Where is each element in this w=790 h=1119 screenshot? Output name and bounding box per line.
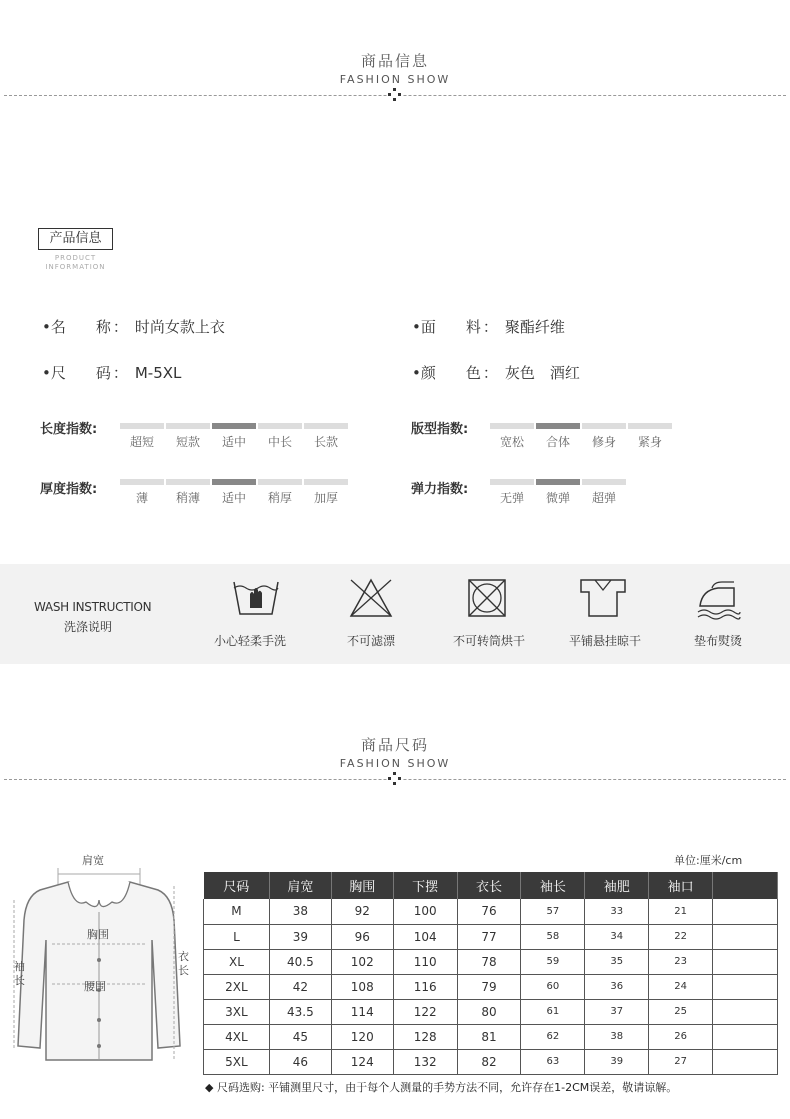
size-cell: 77 <box>457 924 521 949</box>
wash-label-hand-wash: 小心轻柔手洗 <box>213 634 286 648</box>
size-cell <box>713 1049 778 1074</box>
table-row <box>204 974 778 999</box>
scale-segment <box>120 479 164 485</box>
size-cell: 27 <box>649 1049 713 1074</box>
scale-segment <box>628 423 672 429</box>
scale-option-label: 短款 <box>175 435 200 449</box>
table-row <box>204 1024 778 1049</box>
attr-name: •名 称 ： 时尚女款上衣 <box>42 318 225 336</box>
size-cell: 36 <box>585 974 649 999</box>
section-title-en: FASHION SHOW <box>339 73 451 86</box>
size-cell <box>713 999 778 1024</box>
scale-option-label: 微弹 <box>545 491 570 505</box>
size-cell: 35 <box>585 949 649 974</box>
table-row <box>204 899 778 924</box>
size-cell: 60 <box>521 974 585 999</box>
size-cell: 102 <box>331 949 393 974</box>
size-cell: 23 <box>649 949 713 974</box>
size-cell: 82 <box>457 1049 521 1074</box>
scale-segment <box>212 479 256 485</box>
scale-option-label: 适中 <box>221 491 246 505</box>
size-cell: 104 <box>393 924 457 949</box>
scale-option-label: 中长 <box>267 435 292 449</box>
scale-segment <box>582 479 626 485</box>
scale-option-label: 薄 <box>135 491 148 505</box>
no-bleach-icon <box>341 576 401 620</box>
scale-option-label: 合体 <box>545 435 570 449</box>
size-cell: 38 <box>269 899 331 924</box>
table-row <box>204 999 778 1024</box>
size-cell: 114 <box>331 999 393 1024</box>
fig-label-chest: 胸围 <box>87 928 109 941</box>
wash-title-en: WASH INSTRUCTION <box>34 600 152 614</box>
flat-hang-dry-icon <box>573 576 633 620</box>
size-cell: 122 <box>393 999 457 1024</box>
scale-segment <box>490 479 534 485</box>
attr-color: •颜 色 ： 灰色 酒红 <box>412 364 580 382</box>
size-header-cell: 肩宽 <box>269 872 331 899</box>
wash-label-no-bleach: 不可滤漂 <box>346 634 395 648</box>
size-cell: 46 <box>269 1049 331 1074</box>
size-cell: 61 <box>521 999 585 1024</box>
scale-option-label: 无弹 <box>499 491 524 505</box>
size-cell: 100 <box>393 899 457 924</box>
size-header-cell: 袖肥 <box>585 872 649 899</box>
size-cell: 26 <box>649 1024 713 1049</box>
scale-option-label: 稍薄 <box>175 491 200 505</box>
scale-option-label: 稍厚 <box>267 491 292 505</box>
size-cell: 5XL <box>204 1049 270 1074</box>
scale-segment <box>258 423 302 429</box>
size-cell: 132 <box>393 1049 457 1074</box>
size-cell <box>713 1024 778 1049</box>
scale-option-label: 紧身 <box>637 435 662 449</box>
fig-label-shoulder: 肩宽 <box>82 854 104 867</box>
no-tumble-dry-icon <box>457 576 517 620</box>
scale-label: 厚度指数: <box>40 482 98 497</box>
scale-option-label: 长款 <box>313 435 338 449</box>
scale-option-label: 加厚 <box>313 491 338 505</box>
size-cell: 96 <box>331 924 393 949</box>
product-info-badge: 产品信息 <box>38 228 113 250</box>
size-cell: 34 <box>585 924 649 949</box>
scale-label: 长度指数: <box>40 422 98 437</box>
scale-label: 版型指数: <box>411 422 469 437</box>
size-cell: 81 <box>457 1024 521 1049</box>
scale-segment <box>304 423 348 429</box>
size-table-header <box>204 872 778 899</box>
diamond-ornament-icon <box>388 772 402 786</box>
scale-segment <box>490 423 534 429</box>
table-row <box>204 949 778 974</box>
size-cell: 2XL <box>204 974 270 999</box>
fig-label-sleeve: 袖长 <box>14 960 25 987</box>
scale-segment <box>304 479 348 485</box>
section-title-cn: 商品尺码 <box>360 736 429 754</box>
size-cell: 4XL <box>204 1024 270 1049</box>
size-cell: 80 <box>457 999 521 1024</box>
scale-segment <box>120 423 164 429</box>
size-cell: 58 <box>521 924 585 949</box>
size-cell <box>713 974 778 999</box>
size-cell: 110 <box>393 949 457 974</box>
size-cell: 22 <box>649 924 713 949</box>
scale-segment <box>536 479 580 485</box>
size-cell: 33 <box>585 899 649 924</box>
scale-segment <box>166 479 210 485</box>
table-row <box>204 1049 778 1074</box>
size-cell: 21 <box>649 899 713 924</box>
diamond-ornament-icon <box>388 88 402 102</box>
size-cell: 124 <box>331 1049 393 1074</box>
size-cell: 120 <box>331 1024 393 1049</box>
size-cell: 39 <box>269 924 331 949</box>
size-cell: 128 <box>393 1024 457 1049</box>
wash-label-no-tumble: 不可转筒烘干 <box>452 634 525 648</box>
blouse-measure-diagram-icon <box>8 860 198 1080</box>
size-cell: M <box>204 899 270 924</box>
size-cell: 3XL <box>204 999 270 1024</box>
scale-label: 弹力指数: <box>411 482 469 497</box>
size-note: ◆ 尺码选购: 平铺测里尺寸，由于每个人测量的手势方法不同，允许存在1-2CM误差，敬请谅解。 <box>205 1081 678 1094</box>
size-table <box>203 872 778 1075</box>
size-header-cell: 下摆 <box>393 872 457 899</box>
section-heading-size <box>0 734 790 770</box>
scale-segment <box>212 423 256 429</box>
size-cell: 92 <box>331 899 393 924</box>
attr-size: •尺 码 ： M-5XL <box>42 364 182 382</box>
size-cell: 79 <box>457 974 521 999</box>
size-cell: 40.5 <box>269 949 331 974</box>
scale-segment <box>166 423 210 429</box>
section-heading-info <box>0 50 790 86</box>
hand-wash-icon <box>226 576 286 620</box>
size-cell <box>713 949 778 974</box>
size-cell: 39 <box>585 1049 649 1074</box>
size-cell: 108 <box>331 974 393 999</box>
size-cell: 63 <box>521 1049 585 1074</box>
section-title-en: FASHION SHOW <box>339 757 451 770</box>
scale-option-label: 修身 <box>591 435 616 449</box>
size-cell <box>713 899 778 924</box>
scale-segment <box>582 423 626 429</box>
size-header-cell <box>713 872 778 899</box>
size-header-cell: 胸围 <box>331 872 393 899</box>
size-cell: 78 <box>457 949 521 974</box>
size-header-cell: 尺码 <box>204 872 270 899</box>
size-cell: L <box>204 924 270 949</box>
size-cell: 38 <box>585 1024 649 1049</box>
wash-label-flat-dry: 平铺悬挂晾干 <box>568 634 641 648</box>
size-cell: XL <box>204 949 270 974</box>
size-cell: 42 <box>269 974 331 999</box>
size-cell: 76 <box>457 899 521 924</box>
scale-option-label: 超弹 <box>591 491 616 505</box>
section-title-cn: 商品信息 <box>360 52 429 70</box>
product-info-badge-en: PRODUCT INFORMATION <box>45 254 106 271</box>
size-cell: 62 <box>521 1024 585 1049</box>
size-unit: 单位:厘米/cm <box>674 854 743 867</box>
attr-fabric: •面 料 ： 聚酯纤维 <box>412 318 565 336</box>
size-header-cell: 袖口 <box>649 872 713 899</box>
size-cell: 37 <box>585 999 649 1024</box>
size-header-cell: 袖长 <box>521 872 585 899</box>
size-cell: 43.5 <box>269 999 331 1024</box>
scale-option-label: 适中 <box>221 435 246 449</box>
wash-label-iron: 垫布熨烫 <box>693 634 742 648</box>
size-cell: 116 <box>393 974 457 999</box>
wash-title-cn: 洗涤说明 <box>64 620 113 634</box>
size-cell: 25 <box>649 999 713 1024</box>
scale-option-label: 超短 <box>129 435 154 449</box>
size-cell: 24 <box>649 974 713 999</box>
fig-label-length: 衣长 <box>178 950 189 977</box>
fig-label-waist: 腰围 <box>84 980 106 993</box>
size-cell: 57 <box>521 899 585 924</box>
size-header-cell: 衣长 <box>457 872 521 899</box>
iron-with-cloth-icon <box>688 576 748 620</box>
size-cell: 45 <box>269 1024 331 1049</box>
size-cell <box>713 924 778 949</box>
table-row <box>204 924 778 949</box>
scale-option-label: 宽松 <box>499 435 524 449</box>
size-cell: 59 <box>521 949 585 974</box>
scale-segment <box>258 479 302 485</box>
scale-segment <box>536 423 580 429</box>
